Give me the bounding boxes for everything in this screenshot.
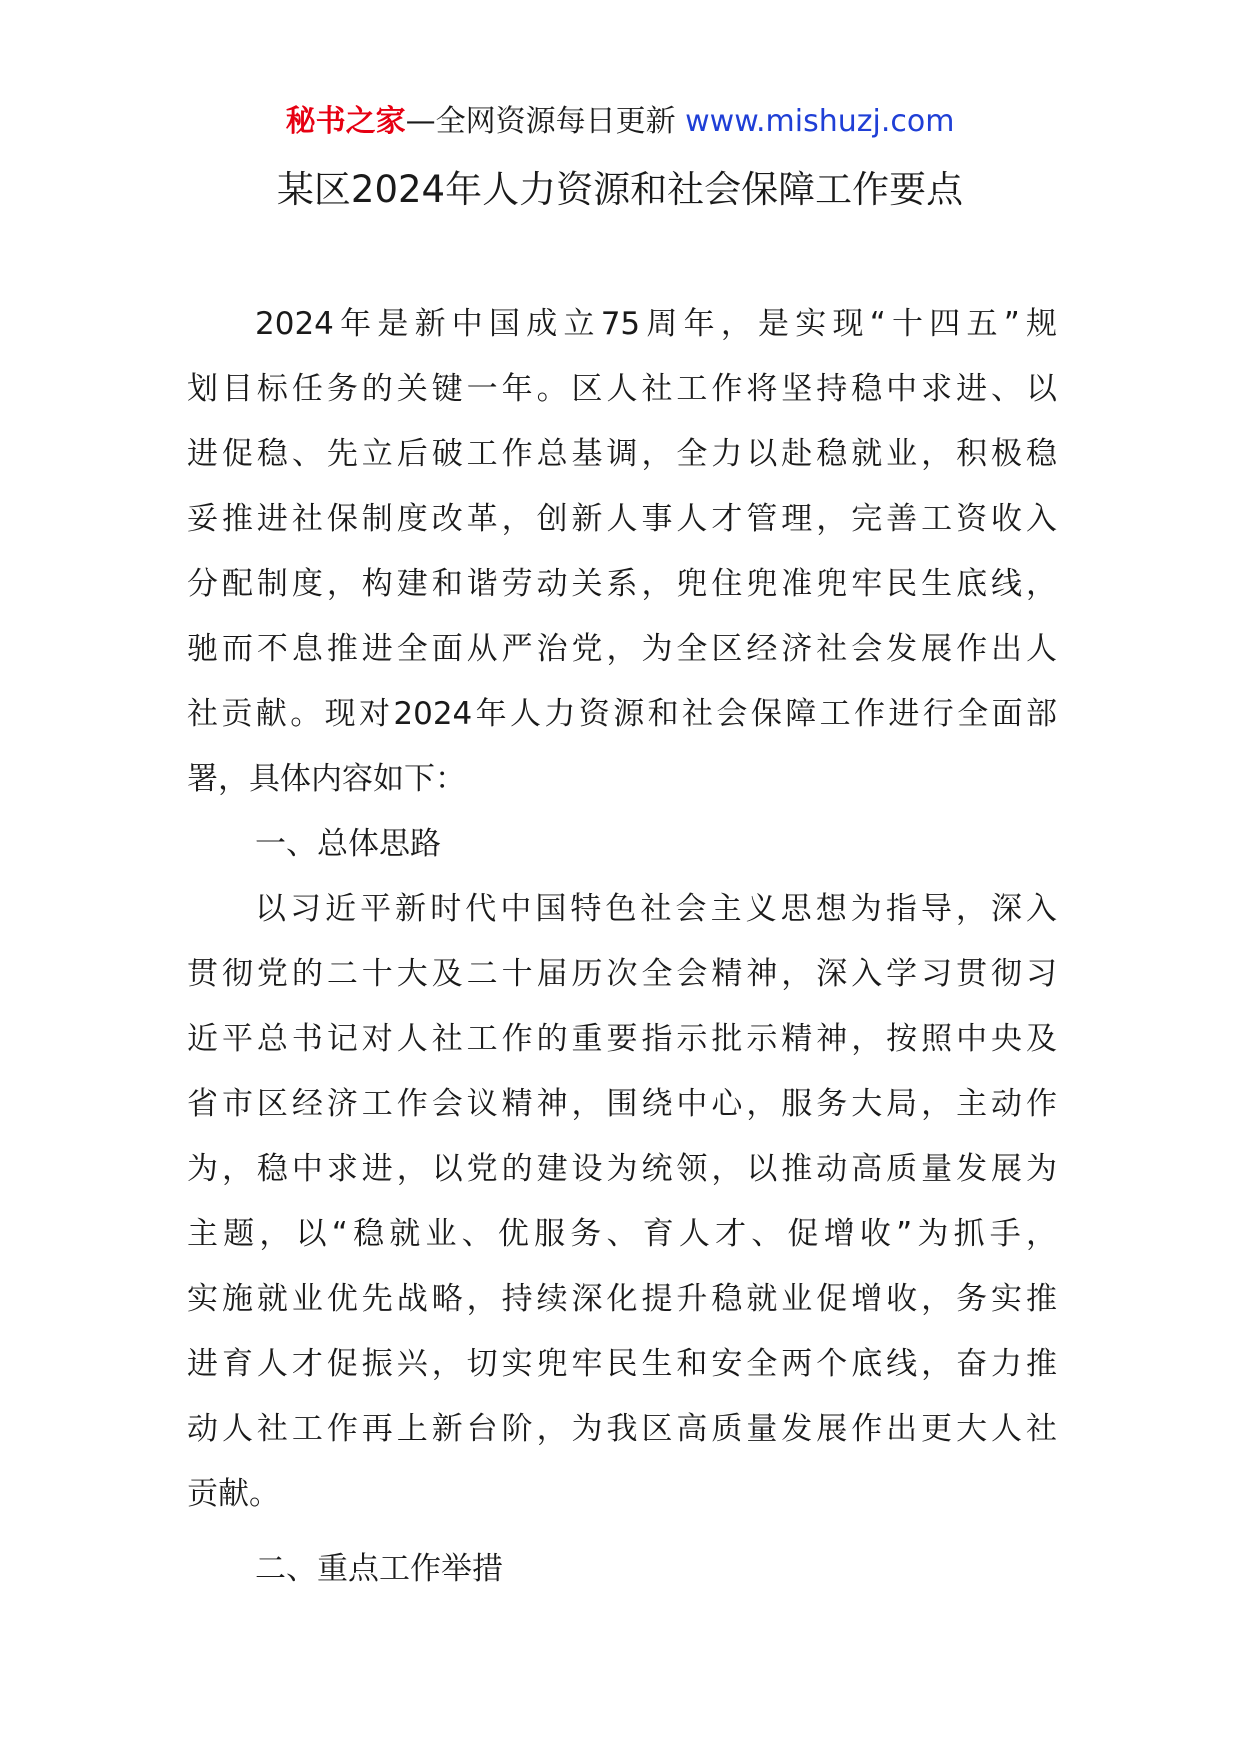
paragraph-line: 社贡献。现对2024年人力资源和社会保障工作进行全面部 (187, 696, 1057, 732)
site-url-link[interactable]: www.mishuzj.com (685, 104, 955, 139)
paragraph-line: 署，具体内容如下： (187, 761, 466, 797)
paragraph-line: 分配制度，构建和谐劳动关系，兜住兜准兜牢民生底线， (187, 566, 1057, 602)
brand-name: 秘书之家 (285, 104, 406, 139)
paragraph-line: 以习近平新时代中国特色社会主义思想为指导，深入 (255, 891, 1057, 927)
paragraph-line: 妥推进社保制度改革，创新人事人才管理，完善工资收入 (187, 501, 1057, 537)
section-heading-overall-approach: 一、总体思路 (255, 826, 441, 862)
paragraph-line: 进促稳、先立后破工作总基调，全力以赴稳就业，积极稳 (187, 436, 1057, 472)
intro-paragraph (187, 292, 1057, 812)
section-heading-key-measures: 二、重点工作举措 (255, 1551, 503, 1587)
spacer (187, 1527, 1057, 1537)
paragraph-line: 划目标任务的关键一年。区人社工作将坚持稳中求进、以 (187, 371, 1057, 407)
paragraph-line: 近平总书记对人社工作的重要指示批示精神，按照中央及 (187, 1021, 1057, 1057)
site-header (0, 100, 1240, 144)
paragraph-line: 实施就业优先战略，持续深化提升稳就业促增收，务实推 (187, 1281, 1057, 1317)
paragraph-line: 省市区经济工作会议精神，围绕中心，服务大局，主动作 (187, 1086, 1057, 1122)
header-tagline: —全网资源每日更新 (405, 104, 686, 139)
document-title: 某区2024年人力资源和社会保障工作要点 (276, 168, 964, 211)
paragraph-line: 动人社工作再上新台阶，为我区高质量发展作出更大人社 (187, 1411, 1057, 1447)
paragraph-line: 贯彻党的二十大及二十届历次全会精神，深入学习贯彻习 (187, 956, 1057, 992)
paragraph-line: 进育人才促振兴，切实兜牢民生和安全两个底线，奋力推 (187, 1346, 1057, 1382)
document-body (187, 292, 1057, 1602)
paragraph-line: 为，稳中求进，以党的建设为统领，以推动高质量发展为 (187, 1151, 1057, 1187)
overall-approach-paragraph (187, 877, 1057, 1527)
paragraph-line: 2024年是新中国成立75周年，是实现“十四五”规 (255, 306, 1057, 342)
paragraph-line: 主题，以“稳就业、优服务、育人才、促增收”为抓手， (187, 1216, 1057, 1252)
paragraph-line: 驰而不息推进全面从严治党，为全区经济社会发展作出人 (187, 631, 1057, 667)
paragraph-line: 贡献。 (187, 1476, 280, 1512)
